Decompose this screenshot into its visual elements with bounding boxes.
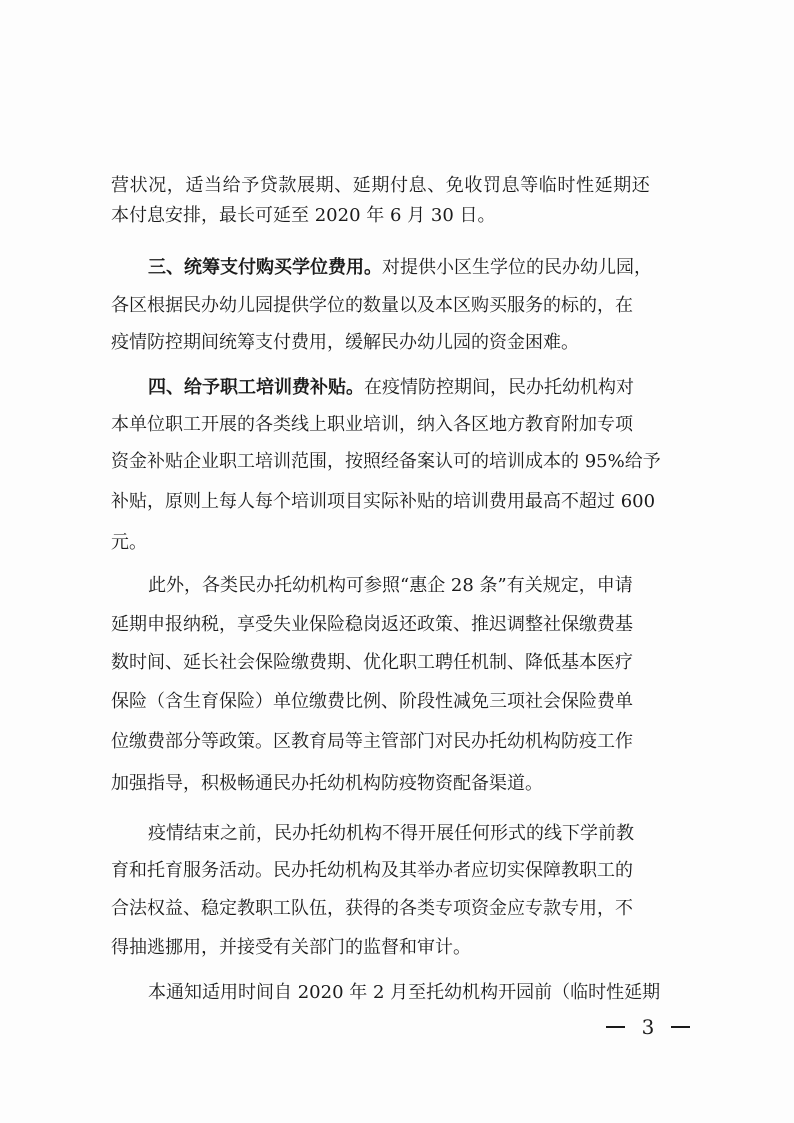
text-line: 营状况，适当给予贷款展期、延期付息、免收罚息等临时性延期还 <box>111 175 651 196</box>
paragraph-5-line-1 <box>148 823 634 845</box>
text-line: 合法权益、稳定教职工队伍，获得的各类专项资金应专款专用，不 <box>111 898 633 919</box>
text-line: 本付息安排，最长可延至 2020 年 6 月 30 日。 <box>111 205 496 226</box>
paragraph-6-line-1 <box>148 982 660 1004</box>
text-line: 疫情结束之前，民办托幼机构不得开展任何形式的线下学前教 <box>148 823 634 844</box>
text-line: 疫情防控期间统筹支付费用，缓解民办幼儿园的资金困难。 <box>111 332 579 353</box>
paragraph-4-line-6 <box>111 773 543 795</box>
paragraph-1-line-1 <box>111 175 693 197</box>
text-line: 在疫情防控期间，民办托幼机构对 <box>364 377 634 398</box>
text-line: 位缴费部分等政策。区教育局等主管部门对民办托幼机构防疫工作 <box>111 731 633 752</box>
section-heading: 三、统筹支付购买学位费用。 <box>148 257 382 278</box>
page-number <box>606 1015 690 1039</box>
paragraph-3-line-4 <box>111 491 655 513</box>
paragraph-2-line-3 <box>111 332 579 354</box>
text-line: 此外，各类民办托幼机构可参照“惠企 28 条”有关规定，申请 <box>148 575 633 596</box>
text-line: 各区根据民办幼儿园提供学位的数量以及本区购买服务的标的，在 <box>111 295 633 316</box>
page-number-value: 3 <box>641 1015 655 1039</box>
paragraph-4-line-3 <box>111 652 633 674</box>
paragraph-5-line-4 <box>111 937 471 959</box>
paragraph-3-line-2 <box>111 414 633 436</box>
text-line: 加强指导，积极畅通民办托幼机构防疫物资配备渠道。 <box>111 773 543 794</box>
section-heading: 四、给予职工培训费补贴。 <box>148 377 364 398</box>
paragraph-5-line-2 <box>111 860 633 882</box>
text-line: 延期申报纳税，享受失业保险稳岗返还政策、推迟调整社保缴费基 <box>111 614 633 635</box>
text-line: 保险（含生育保险）单位缴费比例、阶段性减免三项社会保险费单 <box>111 691 633 712</box>
paragraph-2-line-1 <box>148 257 652 279</box>
text-line: 数时间、延长社会保险缴费期、优化职工聘任机制、降低基本医疗 <box>111 652 633 673</box>
text-line: 本通知适用时间自 2020 年 2 月至托幼机构开园前（临时性延期 <box>148 982 661 1003</box>
text-line: 得抽逃挪用，并接受有关部门的监督和审计。 <box>111 937 471 958</box>
paragraph-3-line-1 <box>148 377 634 399</box>
text-line: 育和托育服务活动。民办托幼机构及其举办者应切实保障教职工的 <box>111 860 633 881</box>
paragraph-5-line-3 <box>111 898 633 920</box>
paragraph-2-line-2 <box>111 295 633 317</box>
paragraph-4-line-1 <box>148 575 633 597</box>
page-number-dash-left <box>606 1026 625 1028</box>
paragraph-4-line-4 <box>111 691 633 713</box>
paragraph-3-line-5 <box>111 532 147 554</box>
paragraph-3-line-3 <box>111 451 661 473</box>
paragraph-4-line-2 <box>111 614 633 636</box>
text-line: 对提供小区生学位的民办幼儿园， <box>382 257 652 278</box>
text-line: 本单位职工开展的各类线上职业培训，纳入各区地方教育附加专项 <box>111 414 633 435</box>
paragraph-4-line-5 <box>111 731 633 753</box>
page-number-dash-right <box>671 1026 690 1028</box>
text-line: 资金补贴企业职工培训范围，按照经备案认可的培训成本的 95%给予 <box>111 451 661 472</box>
text-line: 元。 <box>111 532 147 553</box>
paragraph-1-line-2 <box>111 205 496 227</box>
text-line: 补贴，原则上每人每个培训项目实际补贴的培训费用最高不超过 600 <box>111 491 656 512</box>
